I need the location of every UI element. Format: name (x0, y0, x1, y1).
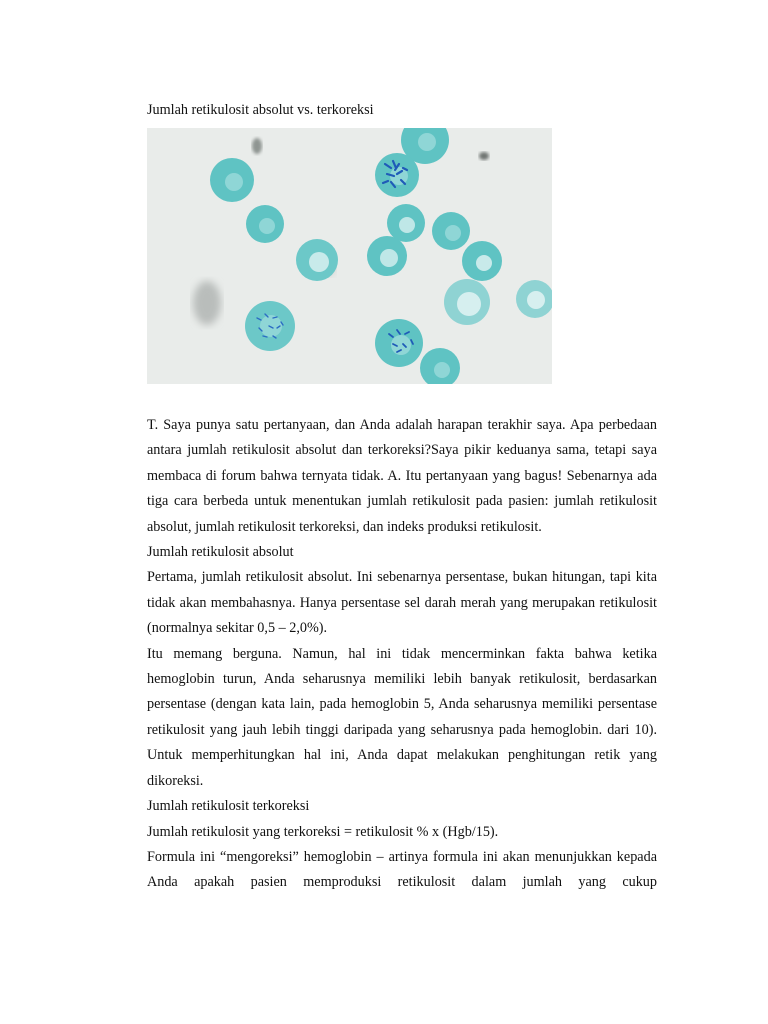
rbc-6 (432, 212, 470, 250)
rbc-9 (444, 279, 490, 325)
paragraph-absolute: Pertama, jumlah retikulosit absolut. Ini sebenarnya persentase, bukan hitungan, tapi kita tidak akan membahasnya. Hanya persentase sel darah merah yang merupakan retikulosit (normalnya sekitar 0,5 – 2,0%). (147, 569, 657, 637)
rbc-3 (296, 239, 338, 281)
section-heading-corrected: Jumlah retikulosit terkoreksi (147, 798, 310, 815)
rbc-reticulocyte-3 (375, 319, 423, 367)
formula-line: Jumlah retikulosit yang terkoreksi = retikulosit % x (Hgb/15). (147, 823, 499, 840)
body-text (147, 413, 657, 896)
rbc-8 (462, 241, 502, 281)
rbc-1 (210, 158, 254, 202)
rbc-5 (387, 204, 425, 242)
paragraph-intro: T. Saya punya satu pertanyaan, dan Anda adalah harapan terakhir saya. Apa perbedaan antara jumlah retikulosit absolut dan terkoreksi?Saya pikir keduanya sama, tetapi saya membaca di forum bahwa ternyata tidak. A. Itu pertanyaan yang bagus! Sebenarnya ada tiga cara berbeda untuk menentukan jumlah retikulosit pada pasien: jumlah retikulosit absolut, jumlah retikulosit terkoreksi, dan indeks produksi retikulosit. (147, 417, 657, 535)
section-heading-absolute: Jumlah retikulosit absolut (147, 544, 294, 561)
page-title: Jumlah retikulosit absolut vs. terkoreksi (147, 102, 374, 118)
blood-smear-figure (147, 128, 552, 384)
paragraph-usefulness: Itu memang berguna. Namun, hal ini tidak mencerminkan fakta bahwa ketika hemoglobin turun, Anda seharusnya memiliki lebih banyak retikulosit, berdasarkan persentase (dengan kata lain, pada hemoglobin 5, Anda seharusnya memiliki persentase retikulosit yang jauh lebih tinggi daripada yang seharusnya pada hemoglobin. dari 10). Untuk memperhitungkan hal ini, Anda dapat melakukan penghitungan retik yang dikoreksi. (147, 645, 657, 789)
rbc-7 (367, 236, 407, 276)
paragraph-formula-explanation: Formula ini “mengoreksi” hemoglobin – artinya formula ini akan menunjukkan kepada Anda apakah pasien memproduksi retikulosit dalam jumlah yang cukup (147, 848, 657, 891)
rbc-2 (246, 205, 284, 243)
blood-smear-image (147, 128, 552, 384)
